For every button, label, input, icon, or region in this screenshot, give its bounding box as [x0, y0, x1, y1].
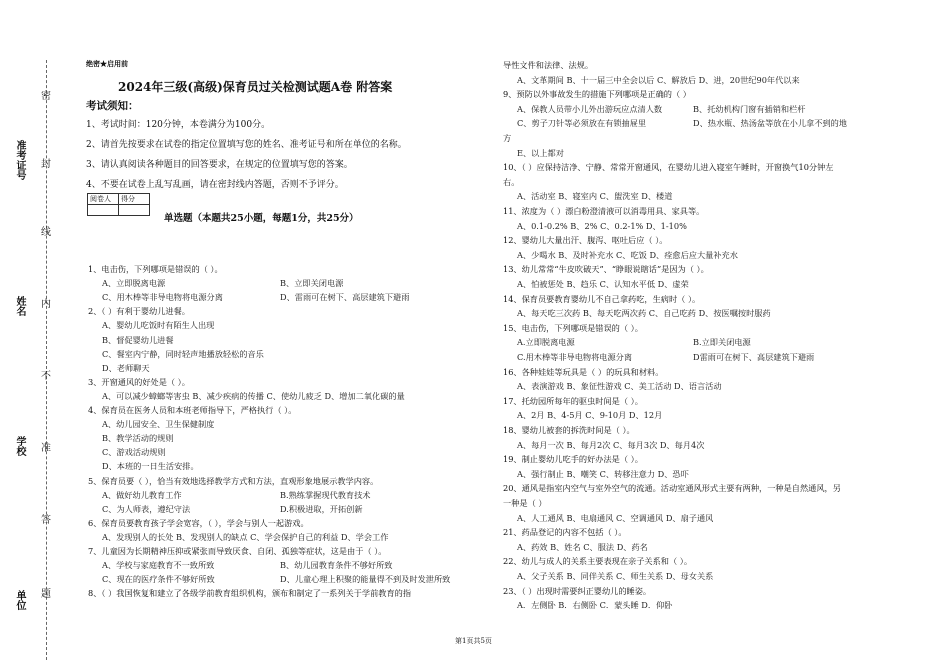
answer-option: D、热水瓶、热汤盆等放在小儿拿不到的地: [693, 118, 847, 129]
answer-option: C.用木棒等非导电物将电源分离: [517, 352, 633, 362]
margin-word-mi: 密: [41, 91, 51, 102]
score-table: [87, 193, 150, 216]
page-title: 2024年三级(高级)保育员过关检测试题A卷 附答案: [118, 80, 393, 94]
margin-word-feng: 封: [41, 159, 51, 170]
answer-option: A、发现别人的长处 B、发现别人的缺点 C、学会保护自己的利益 D、学会工作: [102, 531, 389, 542]
question-text: 7、儿童因为长期精神压抑或紧张而导致厌食、自闭、孤独等症状，这是由于（ ）。: [88, 546, 387, 556]
answer-option: B、托幼机构门窗有插销和栏杆: [693, 103, 806, 114]
score-table-grader-cell: [88, 205, 119, 216]
answer-option: A、少喝水 B、及时补充水 C、吃饭 D、痊愈后应大量补充水: [517, 249, 738, 260]
answer-option: A、每天吃三次药 B、每天吃两次药 C、自己吃药 D、按医嘱按时服药: [517, 308, 771, 319]
margin-word-nei: 内: [41, 299, 51, 310]
answer-option: A、活动室 B、寝室内 C、盥洗室 D、楼道: [517, 191, 673, 202]
margin-word-xian: 线: [41, 227, 51, 238]
notice-heading: 考试须知：: [86, 100, 139, 112]
question-text: 6、保育员要教育孩子学会宽容，（ ），学会与别人一起游戏。: [88, 517, 309, 528]
answer-option: A、可以减少蟑螂等害虫 B、减少疾病的传播 C、使幼儿疲乏 D、增加二氧化碳的量: [102, 390, 405, 401]
question-text: 14、保育员要教育婴幼儿不自己拿药吃，生病时（ ）。: [503, 293, 701, 304]
question-text: 5、保育员要（ ），恰当有效地选择教学方式和方法，直观形象地展示教学内容。: [88, 475, 379, 486]
page-footer: 第1页共5页: [455, 637, 492, 645]
secret-mark: 绝密★启用前: [86, 59, 128, 68]
answer-option: E、以上都对: [517, 147, 564, 158]
answer-option: D、本班的一日生活安排。: [102, 461, 199, 472]
question-text: 3、开窗通风的好处是（ ）。: [88, 376, 190, 387]
answer-option: A、保教人员带小儿外出游玩应点清人数: [517, 103, 663, 114]
notice-item: 4、不要在试卷上乱写乱画，请在密封线内答题，否则不予评分。: [86, 180, 344, 190]
answer-option: A、立即脱离电源: [102, 278, 166, 289]
answer-option: A、父子关系 B、同伴关系 C、师生关系 D、母女关系: [517, 571, 714, 581]
answer-option: A、表演游戏 B、象征性游戏 C、美工活动 D、语言活动: [517, 381, 722, 392]
question-text: 右。: [503, 176, 520, 187]
score-table-score-label: 得分: [119, 194, 150, 205]
binding-dashed-line: [46, 60, 47, 660]
answer-option: C、餐室内宁静，同时轻声地播放轻松的音乐: [102, 348, 264, 359]
section-title: 单选题（本题共25小题，每题1分，共25分）: [164, 213, 359, 224]
question-text: 19、制止婴幼儿吃手的好办法是（ ）。: [503, 454, 643, 465]
margin-label-exam-number: 准考证号: [14, 140, 25, 180]
answer-option: C、用木棒等非导电物将电源分离: [102, 292, 223, 303]
score-table-grader-label: 阅卷人: [88, 194, 119, 205]
question-text: 一种是（ ）: [503, 498, 547, 508]
answer-option: B、教学活动的规则: [102, 433, 174, 444]
margin-word-da: 答: [41, 515, 51, 526]
question-text: 13、幼儿常常“牛皮吹破天”、“睁眼说瞎话”是因为（ ）。: [503, 264, 709, 275]
answer-option: B.熟练掌握现代教育技术: [280, 489, 371, 500]
answer-option: A、怕被惩处 B、趋乐 C、认知水平低 D、虚荣: [517, 279, 689, 289]
answer-option: A、学校与家庭教育不一致所致: [102, 560, 215, 571]
margin-word-bu: 不: [41, 371, 51, 382]
notice-item: 2、请首先按要求在试卷的指定位置填写您的姓名、准考证号和所在单位的名称。: [86, 140, 407, 150]
question-text: 21、药品登记的内容不包括（ ）。: [503, 527, 627, 538]
answer-option: A.立即脱离电源: [517, 337, 575, 348]
question-text: 导性文件和法律、法规。: [503, 60, 594, 70]
margin-word-zhun: 准: [41, 443, 51, 454]
question-text: 22、幼儿与成人的关系主要表现在亲子关系和（ ）。: [503, 556, 693, 567]
answer-option: A．左侧卧 B．右侧卧 C．蒙头睡 D．仰卧: [517, 600, 673, 611]
question-text: 15、电击伤，下列哪项是错误的（ ）。: [503, 322, 643, 333]
answer-option: A、每月一次 B、每月2次 C、每月3次 D、每月4次: [517, 439, 705, 450]
question-text: 9、预防以外事故发生的措施下列哪项是正确的（ ）: [503, 89, 691, 100]
question-text: 2、（ ）有利于婴幼儿进餐。: [88, 306, 190, 317]
answer-option: A、文革期间 B、十一届三中全会以后 C、解放后 D、进，20世纪90年代以来: [517, 74, 800, 85]
answer-option: A、幼儿园安全、卫生保健制度: [102, 419, 215, 430]
answer-option: C、为人师表，遵纪守法: [102, 503, 191, 514]
answer-option: A、做好幼儿教育工作: [102, 489, 182, 500]
question-text: 17、托幼园所每年的驱虫时间是（ ）。: [503, 395, 643, 406]
question-text: 11、浓度为（ ）漂白粉澄清液可以消毒用具、家具等。: [503, 206, 705, 216]
question-text: 4、保育员在医务人员和本班老师指导下，严格执行（ ）。: [88, 405, 297, 415]
notice-item: 3、请认真阅读各种题目的回答要求，在规定的位置填写您的答案。: [86, 160, 353, 170]
answer-option: D.积极进取，开拓创新: [280, 503, 363, 514]
answer-option: A、2月 B、4-5月 C、9-10月 D、12月: [517, 410, 663, 421]
score-table-score-cell: [119, 205, 150, 216]
answer-option: A、人工通风 B、电扇通风 C、空调通风 D、扇子通风: [517, 512, 714, 523]
question-text: 23、（ ）出现时需要纠正婴幼儿的睡姿。: [503, 585, 652, 596]
question-text: 16、各种娃娃等玩具是（ ）的玩具和材料。: [503, 366, 664, 377]
answer-option: C、现在的医疗条件不够好所致: [102, 574, 215, 585]
answer-option: A、强行制止 B、嘲笑 C、转移注意力 D、恐吓: [517, 468, 689, 479]
question-text: 1、电击伤，下列哪项是错误的（ ）。: [88, 264, 223, 274]
answer-option: B.立即关闭电源: [693, 337, 751, 348]
answer-option: A、0.1-0.2% B、2% C、0.2-1% D、1-10%: [517, 220, 687, 231]
answer-option: A、药效 B、姓名 C、服法 D、药名: [517, 541, 648, 552]
answer-option: D雷雨可在树下、高层建筑下避雨: [693, 352, 815, 362]
question-text: 方: [503, 133, 512, 143]
question-text: 8、（ ）我国恢复和建立了各级学前教育组织机构，颁布和制定了一系列关于学前教育的指: [88, 588, 412, 599]
answer-option: B、督促婴幼儿进餐: [102, 334, 174, 345]
margin-word-ti: 题: [41, 589, 51, 600]
question-text: 10、（ ）应保持洁净、宁静、常常开窗通风，在婴幼儿进入寝室午睡时，开窗换气10分钟左: [503, 162, 834, 173]
margin-label-unit: 单位: [14, 590, 25, 610]
answer-option: D、儿童心理上积聚的能量得不到及时发泄所致: [280, 574, 451, 585]
answer-option: B、幼儿园教育条件不够好所致: [280, 560, 393, 571]
answer-option: C、剪子刀针等必须放在有锁抽屉里: [517, 118, 647, 129]
question-text: 18、婴幼儿被套的拆洗时间是（ ）。: [503, 425, 635, 435]
question-text: 12、婴幼儿大量出汗、腹泻、呕吐后应（ ）。: [503, 235, 668, 246]
answer-option: D、老师聊天: [102, 362, 150, 373]
answer-option: C、游戏活动规则: [102, 447, 166, 458]
answer-option: D、雷雨可在树下、高层建筑下避雨: [280, 292, 410, 303]
notice-item: 1、考试时间：120分钟，本卷满分为100分。: [86, 120, 271, 130]
margin-label-name: 姓名: [14, 296, 25, 316]
answer-option: B、立即关闭电源: [280, 278, 344, 289]
answer-option: A、婴幼儿吃饭时有陌生人出现: [102, 320, 215, 331]
margin-label-school: 学校: [14, 436, 25, 456]
question-text: 20、通风是指室内空气与室外空气的流通。活动室通风形式主要有两种，一种是自然通风，另: [503, 483, 841, 494]
